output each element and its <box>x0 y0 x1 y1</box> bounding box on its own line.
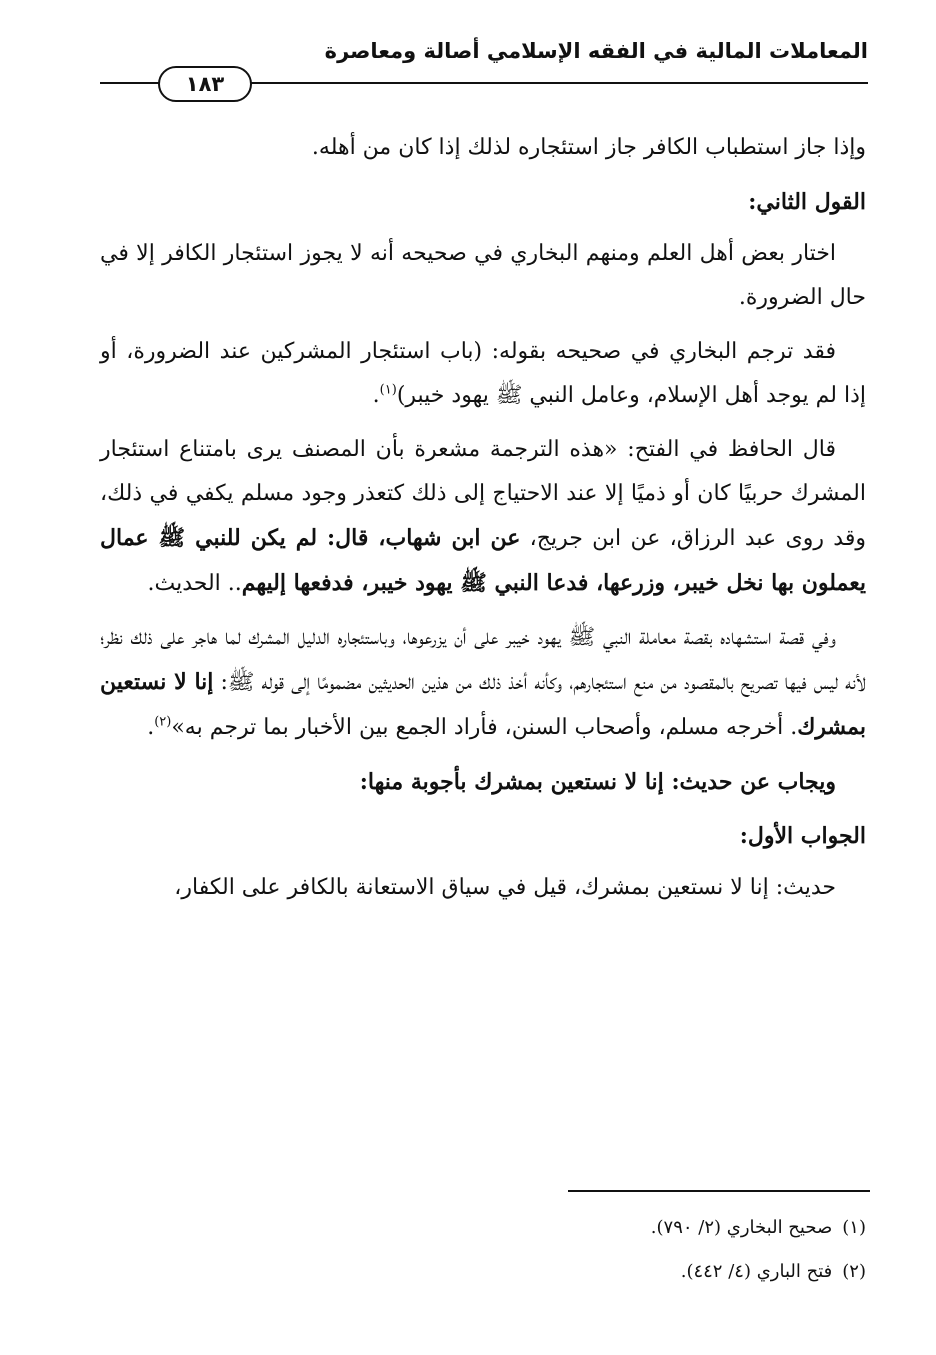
footnote-text: فتح الباري (٤/ ٤٤٢). <box>680 1261 833 1282</box>
paragraph-4-text: قال الحافظ في الفتح: «هذه الترجمة مشعرة بأن المصنف يرى بامتناع استئجار المشرك حربيًا كان أو ذميًا إلا عند الاحتياج إلى ذلك كتعذر وجود مسلم يكفي في ذلك، وقد روى عبد الرزاق، عن ابن جريج، <box>100 437 866 551</box>
heading-first-answer: الجواب الأول: <box>739 823 866 849</box>
paragraph-6-end: بأجوبة منها: <box>359 769 475 795</box>
paragraph-3 <box>100 330 866 418</box>
running-head-title: المعاملات المالية في الفقه الإسلامي أصالة ومعاصرة <box>324 39 868 63</box>
footnote-ref-2: (٢) <box>154 714 172 730</box>
footnotes <box>366 1206 866 1294</box>
paragraph-5-text: وفي قصة استشهاده بقصة معاملة النبي ﷺ يهود خيبر على أن يزرعوها، وباستئجاره الدليل المشرك لما هاجر على ذلك نظر؛ لأنه ليس فيها تصريح بالمقصود من منع استئجارهم، وكأنه أخذ ذلك من هذين الحديثين مضمومًا إلى قوله ﷺ: <box>100 625 866 695</box>
paragraph-6 <box>100 760 866 804</box>
paragraph-6-text: ويجاب عن حديث: <box>663 769 836 795</box>
page-number: ١٨٣ <box>158 66 252 102</box>
paragraph-5-end: . <box>147 715 155 740</box>
footnote-number: (١) <box>842 1217 866 1238</box>
paragraph-2: اختار بعض أهل العلم ومنهم البخاري في صحيحه أنه لا يجوز استئجار الكافر إلا في حال الضرورة. <box>100 241 866 310</box>
paragraph-5-hadith: إنا لا نستعين بمشرك <box>100 669 866 740</box>
paragraph-3-end: . <box>372 383 380 408</box>
paragraph-4 <box>100 428 866 606</box>
footnote-rule <box>568 1190 870 1192</box>
paragraph-5 <box>100 616 866 750</box>
paragraph-4-end: .. الحديث. <box>147 571 242 596</box>
footnote-1 <box>366 1206 866 1250</box>
paragraph-5-cont: . أخرجه مسلم، وأصحاب السنن، فأراد الجمع بين الأخبار بما ترجم به» <box>171 715 798 740</box>
paragraph-4-hadith: عن ابن شهاب، قال: لم يكن للنبي ﷺ عمال يعملون بها نخل خيبر، وزرعها، فدعا النبي ﷺ يهود خيبر، فدفعها إليهم <box>100 525 866 596</box>
main-text <box>100 126 866 920</box>
footnote-text: صحيح البخاري (٢/ ٧٩٠). <box>650 1217 833 1238</box>
footnote-ref-1: (١) <box>379 382 397 398</box>
paragraph-7: حديث: إنا لا نستعين بمشرك، قيل في سياق الاستعانة بالكافر على الكفار، <box>174 875 836 900</box>
footnote-number: (٢) <box>842 1261 866 1282</box>
footnote-2 <box>366 1250 866 1294</box>
paragraph-6-hadith: إنا لا نستعين بمشرك <box>474 769 664 795</box>
paragraph-3-text: فقد ترجم البخاري في صحيحه بقوله: (باب استئجار المشركين عند الضرورة، أو إذا لم يوجد أهل الإسلام، وعامل النبي ﷺ يهود خيبر) <box>100 339 866 408</box>
heading-second-opinion: القول الثاني: <box>748 189 866 215</box>
paragraph-1: وإذا جاز استطباب الكافر جاز استئجاره لذلك إذا كان من أهله. <box>311 135 866 160</box>
